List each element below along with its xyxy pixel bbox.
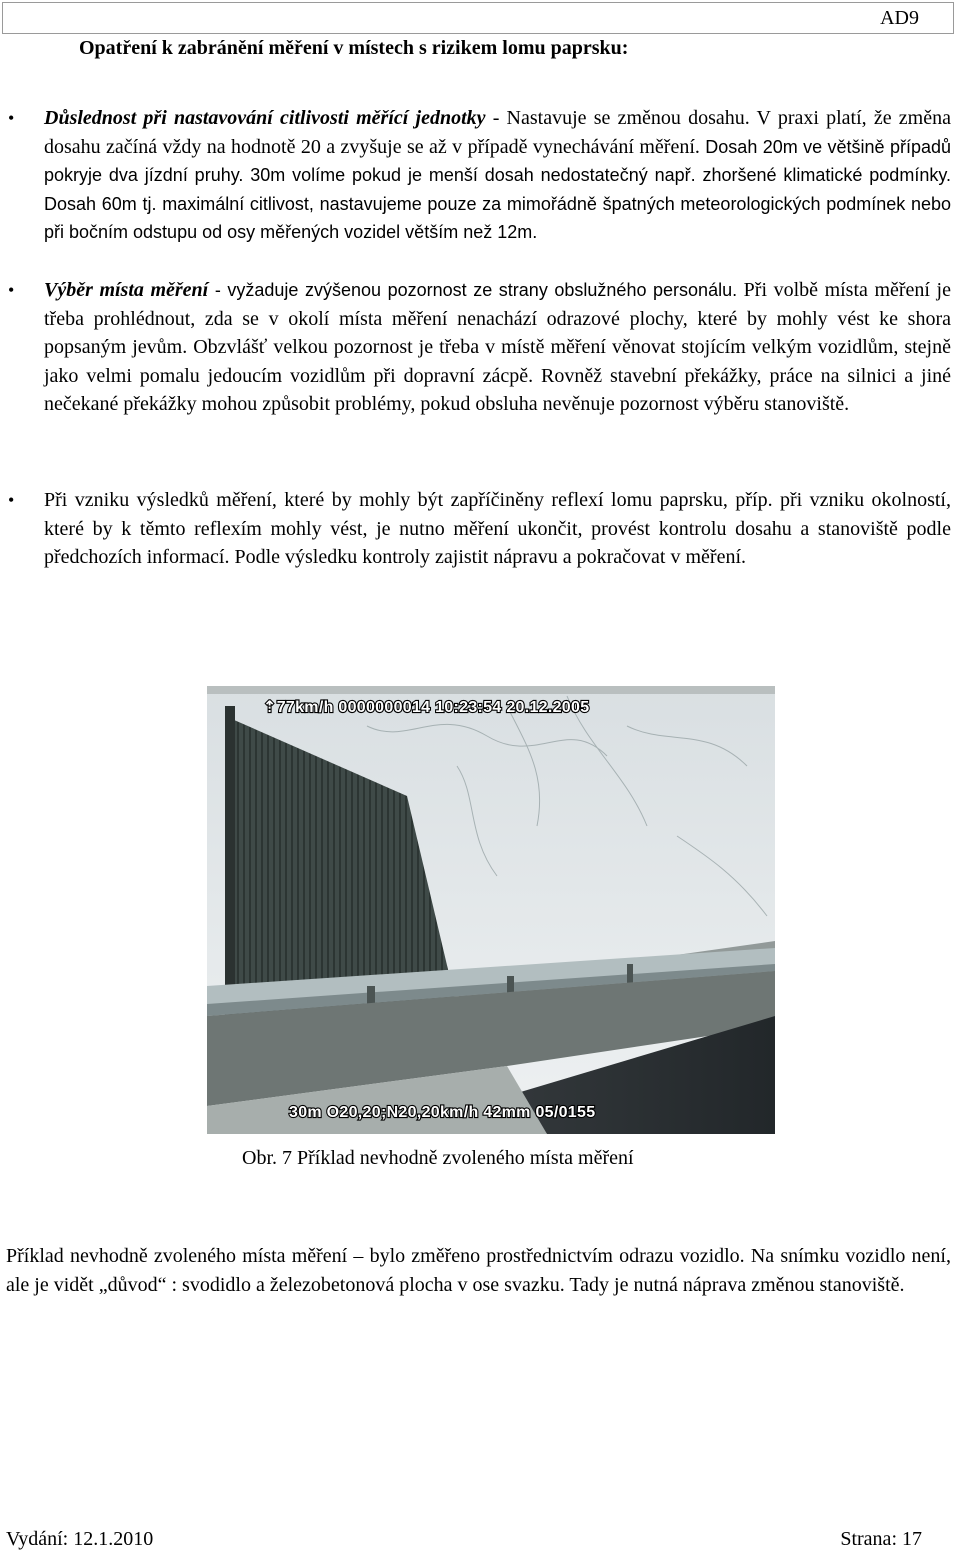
footer-issue-date: Vydání: 12.1.2010 — [6, 1528, 154, 1550]
measures-list — [44, 104, 951, 572]
list-item-text-sans: Dosah 20m ve většině případů pokryje dva jízdní pruhy. 30m volíme pokud je menší dosah nedostatečný např. zhoršené klimatické podmínky. Dosah 60m tj. maximální citlivost, nastavujeme pouze za mimořádně špatných meteorologických podmínek nebo při bočním odstupu od osy měřených vozidel větším než 12m. — [44, 136, 951, 242]
document-code: AD9 — [880, 7, 919, 29]
figure-caption: Obr. 7 Příklad nevhodně zvoleného místa měření — [242, 1147, 634, 1169]
list-item-sensitivity — [44, 104, 951, 276]
osd-bottom: 30m O20,20;N20,20km/h 42mm 05/0155 — [289, 1104, 596, 1121]
list-item-lead: Důslednost při nastavování citlivosti měřící jednotky — [44, 107, 486, 129]
list-item-lead: Výběr místa měření — [44, 279, 209, 301]
header-box — [2, 2, 954, 34]
explanation-paragraph: Příklad nevhodně zvoleného místa měření – bylo změřeno prostřednictvím odrazu vozidlo. Na snímku vozidlo není, ale je vidět „důvod“ : svodidlo a železobetonová plocha v ose svazku. Tady je nutná náprava změnou stanoviště. — [6, 1245, 951, 1296]
list-item-text-sans: - vyžaduje zvýšenou pozornost ze strany obslužného personálu. — [208, 280, 744, 300]
example-photo-scene — [207, 686, 775, 1134]
list-item-site-selection — [44, 276, 951, 486]
example-photo — [207, 686, 775, 1134]
footer-page-number: Strana: 17 — [840, 1528, 922, 1550]
list-item-text: Při vzniku výsledků měření, které by mohly být zapříčiněny reflexí lomu paprsku, příp. při vzniku okolností, které by k těmto reflexím mohly vést, je nutno měření ukončit, provést kontrolu dosahu a stanoviště podle předchozích informací. Podle výsledku kontroly zajistit nápravu a pokračovat v měření. — [44, 489, 951, 568]
osd-top: ⇡77km/h 0000000014 10:23:54 20.12.2005 — [263, 699, 590, 716]
list-item-stop-measurement — [44, 486, 951, 572]
section-title: Opatření k zabránění měření v místech s rizikem lomu paprsku: — [79, 37, 629, 59]
list-item-text: Při volbě místa měření je třeba prohlédnout, zda se v okolí místa měření nenachází odrazové plochy, které by mohly vést ke shora popsaným jevům. Obzvlášť velkou pozornost je třeba v místě měření věnovat stojícím velkým vozidlům, stejně jako velmi pomalu jedoucím vozidlům při dopravní zácpě. Rovněž stavební překážky, práce na silnici a jiné nečekané překážky mohou způsobit problémy, pokud obsluha nevěnuje pozornost výběru stanoviště. — [44, 279, 951, 415]
top-strip — [207, 686, 775, 694]
list-item-text: - Nastavuje se změnou dosahu. V praxi platí, že změna dosahu začíná vždy na hodnotě 20 a zvyšuje se až v případě vynechávání měření. — [44, 107, 951, 158]
